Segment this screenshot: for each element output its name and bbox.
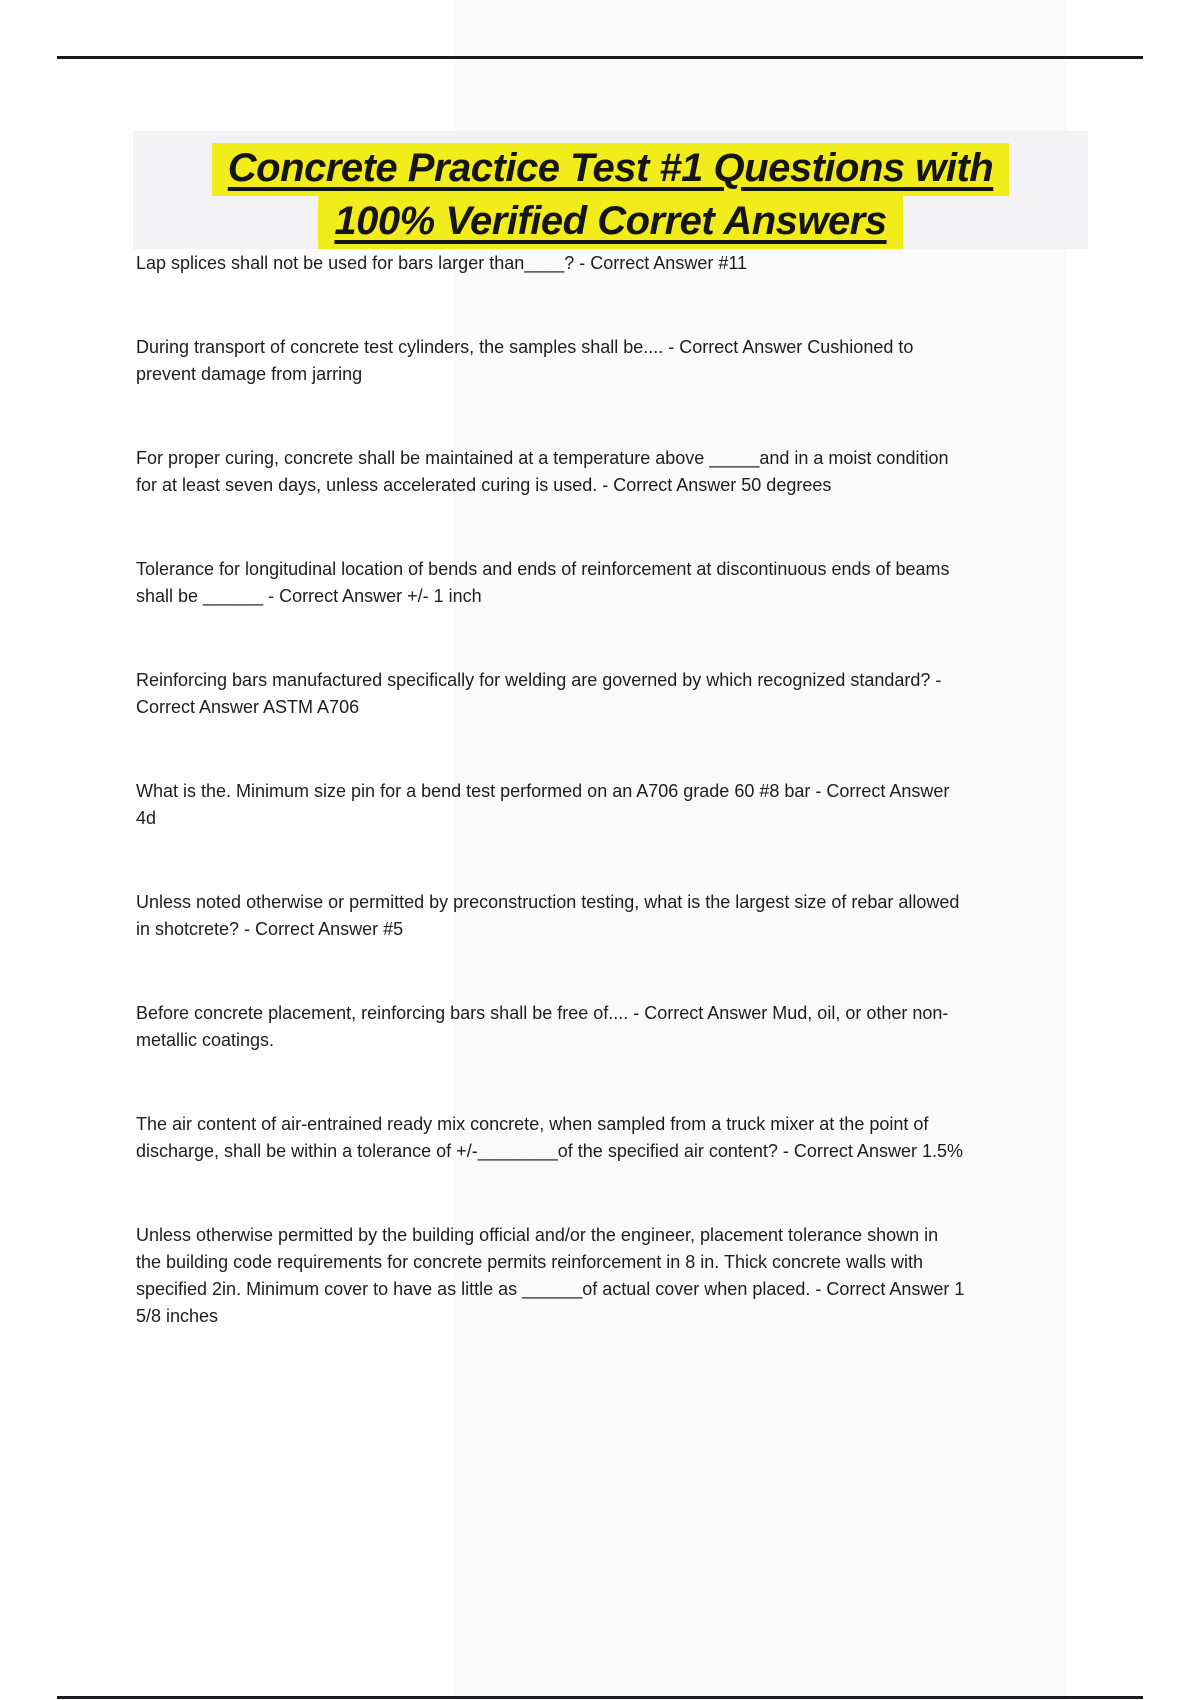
qa-line: 5/8 inches	[136, 1306, 219, 1326]
qa-line: During transport of concrete test cylinders, the samples shall be.... - Correct Answer Cushioned to	[136, 337, 914, 357]
qa-line: Lap splices shall not be used for bars larger than____? - Correct Answer #11	[136, 253, 748, 273]
qa-line: prevent damage from jarring	[136, 364, 363, 384]
qa-line: in shotcrete? - Correct Answer #5	[136, 919, 404, 939]
bottom-rule	[57, 1696, 1143, 1699]
top-rule	[57, 56, 1143, 59]
qa-line: Tolerance for longitudinal location of bends and ends of reinforcement at discontinuous ends of beams	[136, 559, 950, 579]
qa-line: for at least seven days, unless accelerated curing is used. - Correct Answer 50 degrees	[136, 475, 832, 495]
qa-line: 4d	[136, 808, 157, 828]
qa-list	[136, 250, 1071, 1387]
qa-item	[136, 556, 1071, 610]
qa-item	[136, 778, 1071, 832]
qa-line: specified 2in. Minimum cover to have as little as ______of actual cover when placed. - Correct Answer 1	[136, 1279, 965, 1299]
title-block	[133, 131, 1088, 249]
qa-line: What is the. Minimum size pin for a bend test performed on an A706 grade 60 #8 bar - Correct Answer	[136, 781, 950, 801]
qa-line: the building code requirements for concrete permits reinforcement in 8 in. Thick concrete walls with	[136, 1252, 924, 1272]
qa-line: metallic coatings.	[136, 1030, 275, 1050]
qa-item	[136, 1222, 1071, 1330]
qa-line: Reinforcing bars manufactured specifically for welding are governed by which recognized standard? -	[136, 670, 942, 690]
qa-line: shall be ______ - Correct Answer +/- 1 inch	[136, 586, 482, 606]
qa-line: The air content of air-entrained ready mix concrete, when sampled from a truck mixer at the point of	[136, 1114, 929, 1134]
qa-line: For proper curing, concrete shall be maintained at a temperature above _____and in a moist condition	[136, 448, 949, 468]
qa-item	[136, 1000, 1071, 1054]
qa-item	[136, 889, 1071, 943]
qa-item	[136, 667, 1071, 721]
qa-line: Correct Answer ASTM A706	[136, 697, 360, 717]
qa-line: Unless noted otherwise or permitted by preconstruction testing, what is the largest size of rebar allowed	[136, 892, 960, 912]
document-title-line1: Concrete Practice Test #1 Questions with	[212, 143, 1009, 196]
qa-item	[136, 334, 1071, 388]
qa-line: discharge, shall be within a tolerance of +/-________of the specified air content? - Correct Answer 1.5%	[136, 1141, 963, 1161]
qa-item	[136, 1111, 1071, 1165]
qa-line: Unless otherwise permitted by the building official and/or the engineer, placement tolerance shown in	[136, 1225, 939, 1245]
qa-line: Before concrete placement, reinforcing bars shall be free of.... - Correct Answer Mud, oil, or other non-	[136, 1003, 949, 1023]
qa-item	[136, 445, 1071, 499]
qa-item	[136, 250, 1071, 277]
document-title-line2: 100% Verified Corret Answers	[318, 196, 902, 249]
